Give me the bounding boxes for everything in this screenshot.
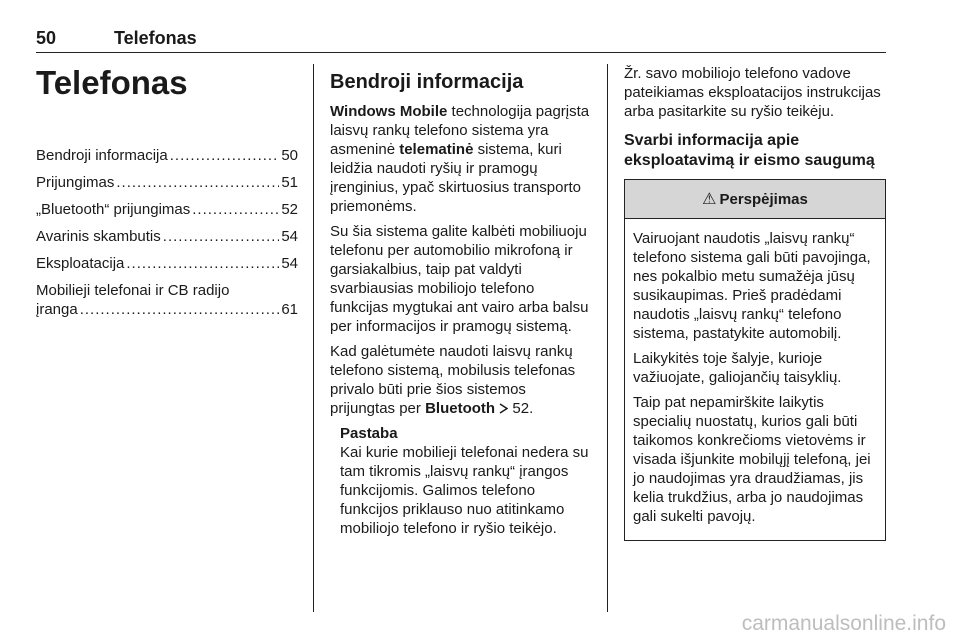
table-of-contents <box>36 146 298 319</box>
page-number: 50 <box>36 28 57 48</box>
paragraph: Windows Mobile technologija pagrįsta laisvų rankų telefono sistema yra asmeninė telematinė sistema, kuri leidžia naudoti ryšių ir pramogų įrenginius, ypač skirtuosius transporto priemonėms. <box>330 103 590 215</box>
page-reference[interactable]: 52. <box>495 400 533 417</box>
toc-item[interactable]: Prijungimas ..... 51 <box>36 173 298 192</box>
warning-triangle-icon: ⚠ <box>702 191 717 208</box>
warning-title: Perspėjimas <box>719 190 808 208</box>
watermark: carmanualsonline.info <box>741 612 946 635</box>
paragraph: Su šia sistema galite kalbėti mobiliuoju telefonu per automobilio mikrofoną ir garsiakalbius, taip pat valdyti svarbiausias mobiliojo telefono funkcijas mygtukai ant vairo arba balsu per informacijos ir pramogų sistemą. <box>330 223 589 335</box>
warning-body <box>625 219 885 540</box>
safety-column <box>624 64 886 541</box>
note-text: Kai kurie mobilieji telefonai nedera su tam tikromis „laisvų rankų“ įrangos funkcijomis. Galimos telefono funkcijos priklauso nuo atitinkamo mobiliojo telefono ir ryšio teikėjo. <box>340 444 589 537</box>
toc-item[interactable]: Avarinis skambutis ..... 54 <box>36 227 298 246</box>
warning-paragraph: Vairuojant naudotis „laisvų rankų“ telefono sistema gali būti pavojinga, nes pokalbio metu sumažėja jūsų susikaupimas. Prieš pradėdami naudotis „laisvų rankų“ telefono sistema, pastatykite automobilį. <box>633 230 871 342</box>
general-info-column <box>330 64 592 538</box>
page-header <box>36 26 886 53</box>
column-divider <box>313 64 314 612</box>
warning-box <box>624 179 886 541</box>
note-title: Pastaba <box>340 425 398 442</box>
toc-item[interactable]: Mobilieji telefonai ir CB radijo įranga ..... 61 <box>36 281 298 319</box>
toc-column <box>36 64 298 327</box>
toc-item[interactable]: Bendroji informacija ..... 50 <box>36 146 298 165</box>
toc-item[interactable]: „Bluetooth“ prijungimas ..... 52 <box>36 200 298 219</box>
section-heading: Bendroji informacija <box>330 71 524 93</box>
note-block <box>340 424 592 538</box>
toc-item[interactable]: Eksploatacija ..... 54 <box>36 254 298 273</box>
section-heading: Svarbi informacija apie eksploatavimą ir eismo saugumą <box>624 132 875 169</box>
arrow-reference-icon <box>499 403 508 414</box>
paragraph: Žr. savo mobiliojo telefono vadove pateikiamas eksploatacijos instrukcijas arba pasitarkite su ryšio teikėju. <box>624 65 881 120</box>
warning-header <box>625 180 885 219</box>
paragraph: Kad galėtumėte naudoti laisvų rankų telefono sistemą, mobilusis telefonas privalo būti prie šios sistemos prijungtas per Bluetooth 52. <box>330 343 576 417</box>
chapter-title: Telefonas <box>36 64 188 101</box>
warning-paragraph: Laikykitės toje šalyje, kurioje važiuojate, galiojančių taisyklių. <box>633 350 842 386</box>
warning-paragraph: Taip pat nepamirškite laikytis specialių nuostatų, kurios gali būti taikomos konkrečioms vietovėms ir visada išjunkite mobilųjį telefoną, jei jo naudojimas yra draudžiamas, jis kelia trukdžius, arba jo naudojimas gali sukelti pavojų. <box>633 394 871 525</box>
column-divider <box>607 64 608 612</box>
running-title: Telefonas <box>114 28 197 48</box>
